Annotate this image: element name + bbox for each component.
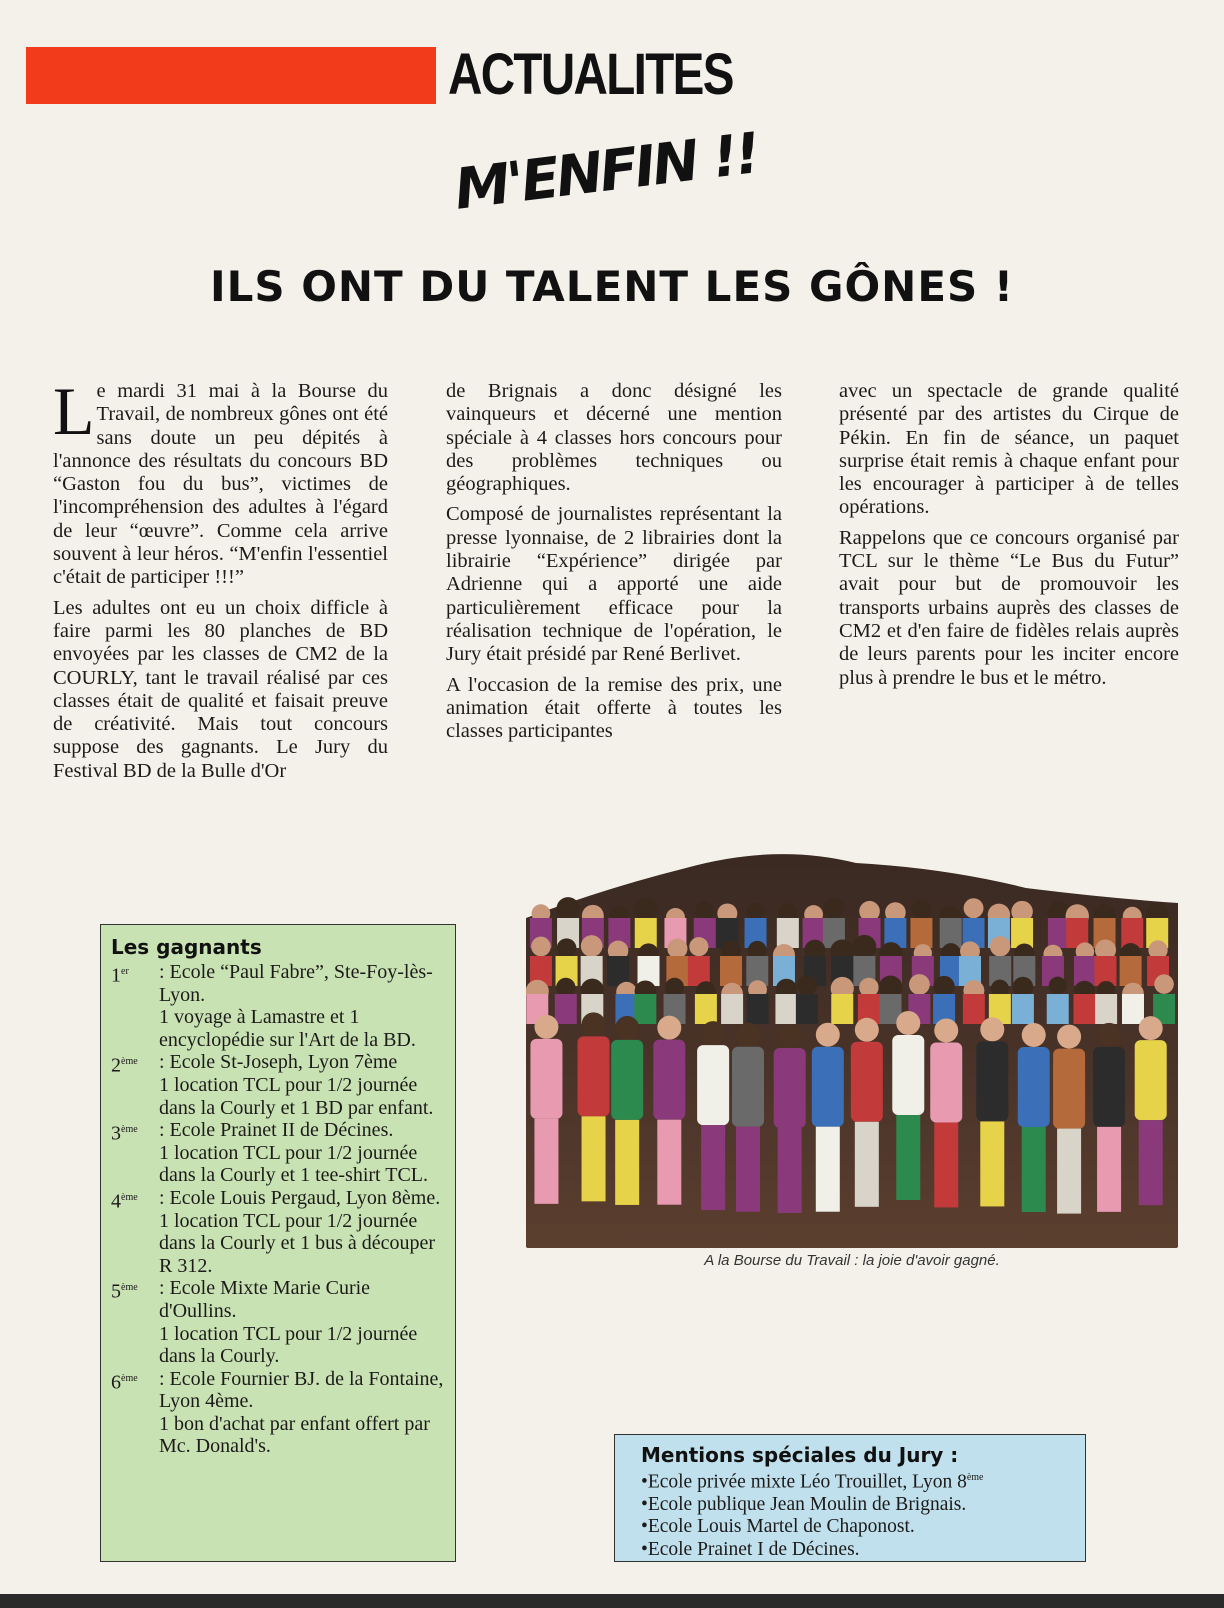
crowd-body bbox=[1012, 994, 1034, 1024]
figure-legs bbox=[615, 1120, 639, 1205]
paragraph: de Brignais a donc désigné les vainqueurs et décerné une mention spéciale à 4 classes hors concours pour des problèmes techniques ou géographiques. bbox=[446, 380, 782, 496]
figure-body bbox=[851, 1042, 883, 1122]
crowd-head bbox=[667, 939, 687, 959]
crowd-body bbox=[1122, 994, 1144, 1024]
crowd-body bbox=[1011, 918, 1033, 948]
figure-head bbox=[657, 1016, 681, 1040]
winner-text: : Ecole Louis Pergaud, Lyon 8ème. 1 location TCL pour 1/2 journée dans la Courly et 1 bus à découper R 312. bbox=[159, 1186, 441, 1277]
winner-rank: 2ème bbox=[111, 1055, 138, 1078]
figure-body bbox=[611, 1040, 643, 1120]
mention-item: •Ecole publique Jean Moulin de Brignais. bbox=[641, 1493, 967, 1515]
crowd-body bbox=[777, 918, 799, 948]
winner-entry bbox=[111, 1187, 445, 1277]
winners-list bbox=[111, 961, 445, 1458]
figure-legs bbox=[778, 1128, 802, 1213]
figure-body bbox=[530, 1039, 562, 1119]
winner-text: : Ecole Mixte Marie Curie d'Oullins. 1 location TCL pour 1/2 journée dans la Courly. bbox=[159, 1277, 418, 1368]
figure-legs bbox=[896, 1115, 920, 1200]
winner-rank: 5ème bbox=[111, 1280, 138, 1303]
paragraph: Composé de journalistes représentant la presse lyonnaise, de 2 librairies dont la librairie “Expérience” dirigée par Adrienne qui a apporté une aide particulièrement efficace pour la réalisation technique de l'opération, le Jury était présidé par René Berlivet. bbox=[446, 503, 782, 666]
figure-head bbox=[980, 1017, 1004, 1041]
figure-body bbox=[930, 1042, 962, 1122]
figure-body bbox=[578, 1036, 610, 1116]
paragraph: avec un spectacle de grande qualité présenté par des artistes du Cirque de Pékin. En fin de séance, un paquet surprise était remis à chaque enfant pour les encourager à participer à de telles opérations. bbox=[839, 380, 1179, 519]
figure-head bbox=[855, 1018, 879, 1042]
winner-text: : Ecole “Paul Fabre”, Ste-Foy-lès-Lyon. 1 voyage à Lamastre et 1 encyclopédie sur l'Art de la BD. bbox=[159, 961, 433, 1051]
crowd-body bbox=[634, 994, 656, 1024]
crowd-head bbox=[634, 897, 658, 921]
figure-legs bbox=[657, 1120, 681, 1205]
special-mentions-box bbox=[614, 1434, 1086, 1562]
figure-head bbox=[701, 1021, 725, 1045]
winner-entry bbox=[111, 1051, 445, 1119]
figure-head bbox=[816, 1023, 840, 1047]
page-bottom-edge bbox=[0, 1594, 1224, 1608]
figure-head bbox=[1022, 1023, 1046, 1047]
crowd-head bbox=[665, 978, 684, 997]
crowd-body bbox=[1095, 994, 1117, 1024]
figure-legs bbox=[1022, 1127, 1046, 1212]
figure-legs bbox=[855, 1122, 879, 1207]
figure-legs bbox=[736, 1127, 760, 1212]
figure-head bbox=[934, 1018, 958, 1042]
photo-caption: A la Bourse du Travail : la joie d'avoir gagné. bbox=[704, 1252, 1000, 1269]
crowd-head bbox=[1049, 977, 1067, 995]
mentions-title: Mentions spéciales du Jury : bbox=[641, 1443, 959, 1467]
crowd-body bbox=[607, 956, 629, 986]
crowd-head bbox=[797, 975, 817, 995]
figure-head bbox=[1057, 1025, 1081, 1049]
winner-entry bbox=[111, 1368, 445, 1458]
crowd-body bbox=[831, 994, 853, 1024]
figure-body bbox=[732, 1047, 764, 1127]
mention-item: •Ecole Louis Martel de Chaponost. bbox=[641, 1516, 915, 1538]
section-title: ACTUALITES bbox=[448, 42, 733, 107]
winner-text: : Ecole Fournier BJ. de la Fontaine, Lyon 4ème. 1 bon d'achat par enfant offert par Mc. Donald's. bbox=[159, 1367, 444, 1458]
winner-rank: 1er bbox=[111, 964, 129, 987]
figure-head bbox=[582, 1012, 606, 1036]
figure-head bbox=[615, 1016, 639, 1040]
figure-legs bbox=[701, 1125, 725, 1210]
crowd-body bbox=[910, 918, 932, 948]
figure-legs bbox=[1097, 1127, 1121, 1212]
paragraph: Le mardi 31 mai à la Bourse du Travail, de nombreux gônes ont été sans doute un peu dépités à l'annonce des résultats du concours BD “Gaston fou du bus”, victimes de l'incompréhension des adultes à l'égard de leur “œuvre”. Comme cela arrive souvent à leur héros. “M'enfin l'essentiel c'était de participer !!!” bbox=[53, 373, 388, 589]
figure-head bbox=[778, 1024, 802, 1048]
crowd-head bbox=[581, 935, 603, 957]
paragraph: A l'occasion de la remise des prix, une animation était offerte à toutes les classes participantes bbox=[446, 673, 782, 743]
crowd-body bbox=[1120, 956, 1142, 986]
crowd-body bbox=[555, 994, 577, 1024]
winner-entry bbox=[111, 1277, 445, 1367]
figure-body bbox=[697, 1045, 729, 1125]
figure-legs bbox=[816, 1127, 840, 1212]
crowd-head bbox=[695, 901, 714, 920]
winner-rank: 3ème bbox=[111, 1122, 138, 1145]
crowd-head bbox=[557, 938, 577, 958]
crowd-photo bbox=[526, 848, 1178, 1248]
paragraph: Les adultes ont eu un choix difficle à faire parmi les 80 planches de BD envoyées par les classes de CM2 de la COURLY, tant le travail réalisé par ces classes était de qualité et faisait preuve de créativité. Mais tout concours suppose des gagnants. Le Jury du Festival BD de la Bulle d'Or bbox=[53, 596, 388, 782]
mention-item: •Ecole privée mixte Léo Trouillet, Lyon 8ème bbox=[641, 1471, 984, 1493]
figure-legs bbox=[582, 1116, 606, 1201]
figure-legs bbox=[934, 1122, 958, 1207]
figure-body bbox=[1135, 1040, 1167, 1120]
winner-entry bbox=[111, 961, 445, 1051]
crowd-body bbox=[747, 994, 769, 1024]
crowd-head bbox=[852, 935, 876, 959]
article-column-1 bbox=[53, 373, 388, 790]
drop-cap: L bbox=[53, 373, 95, 449]
figure-body bbox=[1093, 1047, 1125, 1127]
figure-head bbox=[534, 1015, 558, 1039]
crowd-head bbox=[1154, 974, 1173, 993]
crowd-body bbox=[720, 956, 742, 986]
crowd-head bbox=[912, 900, 932, 920]
crowd-body bbox=[721, 994, 743, 1024]
winner-entry bbox=[111, 1119, 445, 1187]
winner-text: : Ecole St-Joseph, Lyon 7ème 1 location TCL pour 1/2 journée dans la Courly et 1 BD par enfant. bbox=[159, 1051, 434, 1119]
crowd-body bbox=[963, 994, 985, 1024]
crowd-head bbox=[824, 898, 844, 918]
crowd-head bbox=[689, 937, 708, 956]
menfin-logo: M'ENFIN !! bbox=[451, 121, 762, 223]
crowd-head bbox=[909, 974, 930, 995]
figure-head bbox=[1097, 1023, 1121, 1047]
crowd-head bbox=[990, 936, 1010, 956]
article-headline: ILS ONT DU TALENT LES GÔNES ! bbox=[209, 262, 1015, 311]
winner-rank: 6ème bbox=[111, 1371, 138, 1394]
paragraph: Rappelons que ce concours organisé par TCL sur le thème “Le Bus du Futur” avait pour but de promouvoir les transports urbains auprès des classes de CM2 et d'en faire de fidèles relais auprès de leurs parents pour les inciter encore plus à prendre le bus et le métro. bbox=[839, 526, 1179, 689]
crowd-body bbox=[1073, 994, 1095, 1024]
crowd-body bbox=[775, 994, 797, 1024]
winners-title: Les gagnants bbox=[111, 935, 262, 959]
figure-head bbox=[896, 1011, 920, 1035]
winner-rank: 4ème bbox=[111, 1190, 138, 1213]
crowd-body bbox=[695, 994, 717, 1024]
winners-box bbox=[100, 924, 456, 1562]
figure-body bbox=[976, 1041, 1008, 1121]
crowd-body bbox=[1047, 994, 1069, 1024]
figure-body bbox=[892, 1035, 924, 1115]
mentions-list bbox=[641, 1467, 1071, 1561]
figure-body bbox=[1018, 1047, 1050, 1127]
crowd-body bbox=[796, 994, 818, 1024]
article-column-2 bbox=[446, 380, 782, 750]
crowd-body bbox=[635, 918, 657, 948]
figure-legs bbox=[1139, 1120, 1163, 1205]
crowd-head bbox=[746, 902, 764, 920]
figure-body bbox=[1053, 1049, 1085, 1129]
article-column-3 bbox=[839, 380, 1179, 697]
winner-text: : Ecole Prainet II de Décines. 1 location TCL pour 1/2 journée dans la Courly et 1 tee-shirt TCL. bbox=[159, 1119, 429, 1187]
crowd-head bbox=[964, 898, 984, 918]
crowd-head bbox=[556, 897, 579, 920]
figure-body bbox=[774, 1048, 806, 1128]
figure-legs bbox=[1057, 1129, 1081, 1214]
mention-item: •Ecole Prainet I de Décines. bbox=[641, 1538, 860, 1560]
figure-body bbox=[653, 1040, 685, 1120]
figure-head bbox=[1139, 1016, 1163, 1040]
header-red-bar bbox=[26, 47, 436, 104]
crowd-head bbox=[934, 976, 955, 997]
figure-legs bbox=[534, 1119, 558, 1204]
crowd-head bbox=[531, 937, 551, 957]
figure-legs bbox=[980, 1121, 1004, 1206]
figure-body bbox=[812, 1047, 844, 1127]
figure-head bbox=[736, 1023, 760, 1047]
